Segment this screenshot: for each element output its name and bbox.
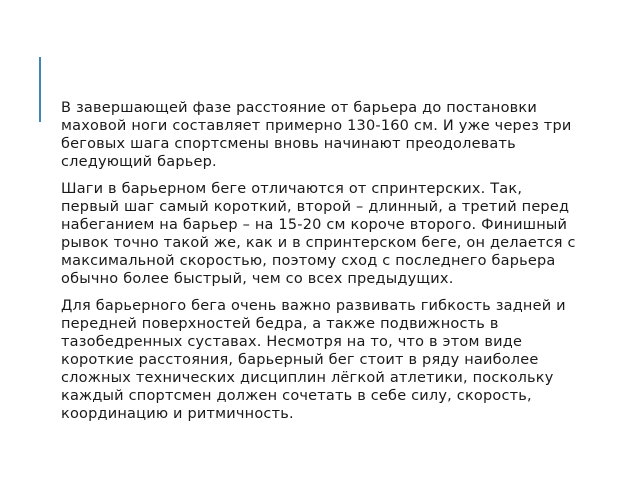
accent-bar: [39, 57, 41, 122]
paragraph-flexibility: Для барьерного бега очень важно развивать гибкость задней и передней поверхностей бедра, а также подвижность в тазобедренных суставах. Несмотря на то, что в этом виде короткие расстояния, барьерный бег стоит в ряду наиболее сложных технических дисциплин лёгкой атлетики, поскольку каждый спортсмен должен сочетать в себе силу, скорость, координацию и ритмичность.: [61, 298, 566, 422]
paragraph-steps: Шаги в барьерном беге отличаются от спринтерских. Так, первый шаг самый короткий, второй – длинный, а третий перед набеганием на барьер – на 15-20 см короче второго. Финишный рывок точно такой же, как и в спринтерском беге, он делается с максимальной скоростью, поэтому сход с последнего барьера обычно более быстрый, чем со всех предыдущих.: [61, 181, 576, 287]
text-body: [61, 99, 581, 432]
paragraph-phase: В завершающей фазе расстояние от барьера до постановки маховой ноги составляет примерно 130-160 см. И уже через три беговых шага спортсмены вновь начинают преодолевать следующий барьер.: [61, 100, 572, 170]
